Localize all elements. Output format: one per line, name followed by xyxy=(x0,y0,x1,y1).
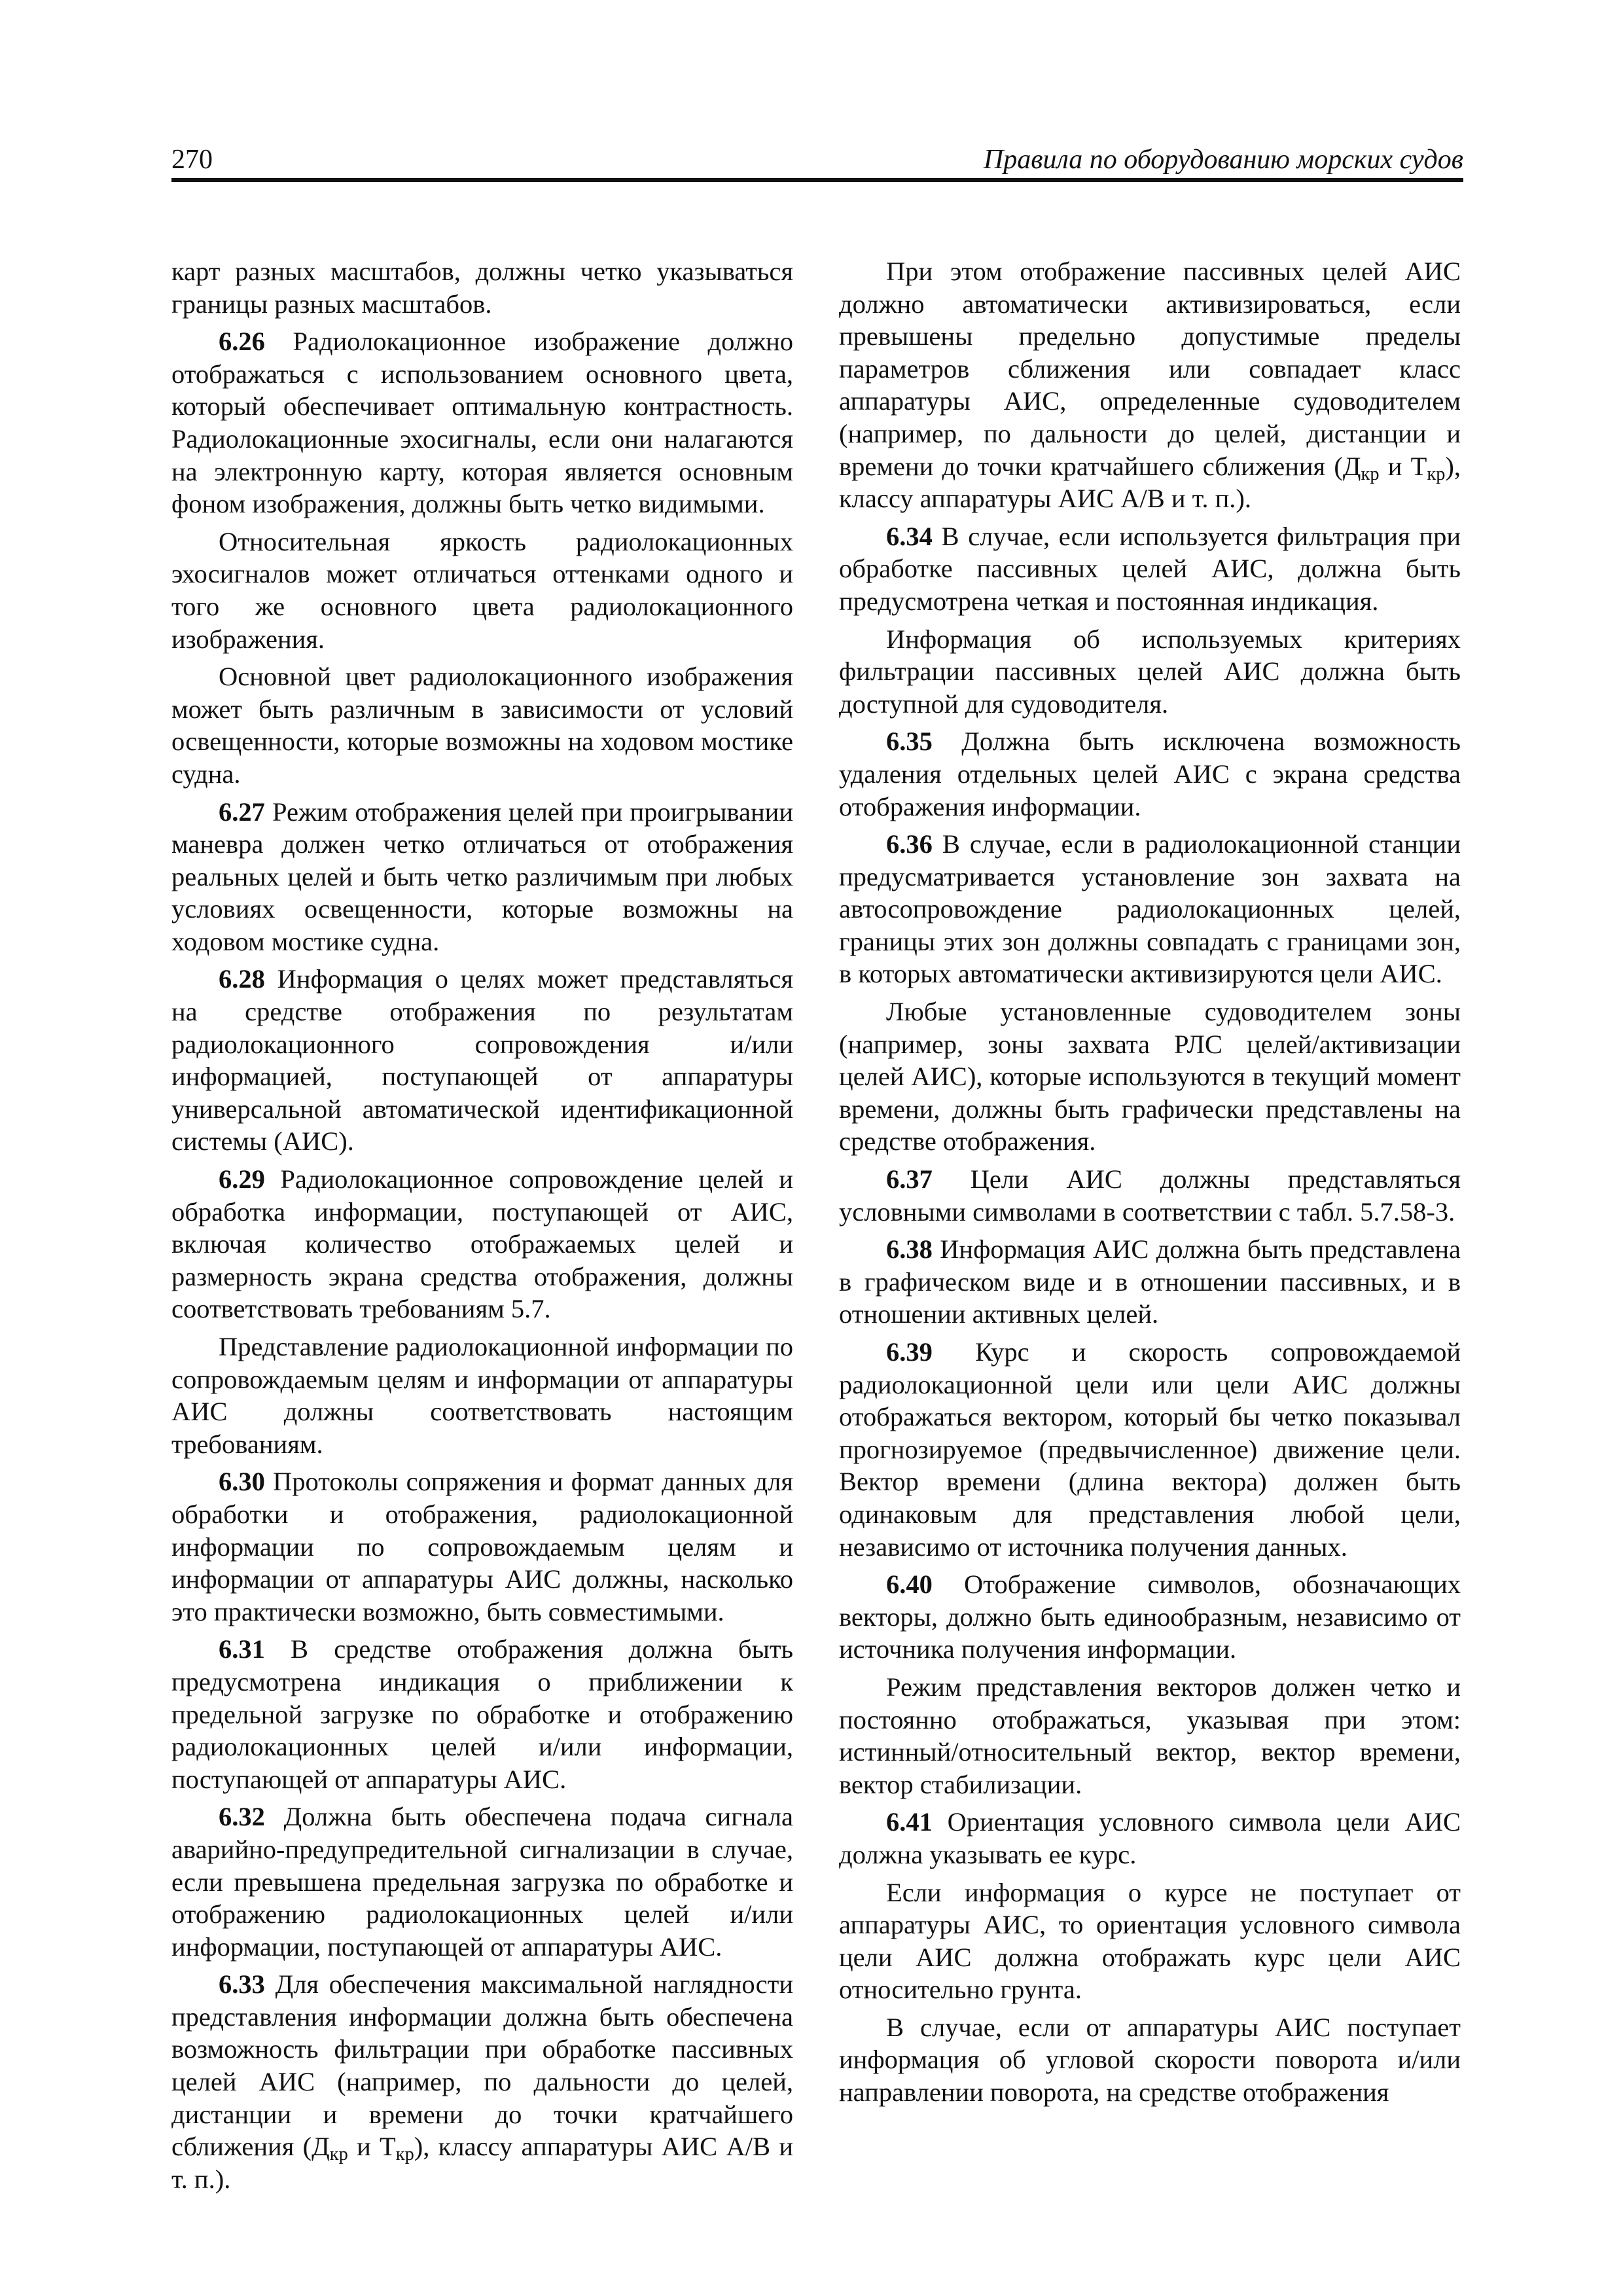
paragraph-text: Информация АИС должна быть представлена в графическом виде и в отношении пассивных, и в отношении активных целей. xyxy=(839,1234,1461,1329)
paragraph-text: Должна быть исключена возможность удаления отдельных целей АИС с экрана средства отображения информации. xyxy=(839,726,1461,821)
page-header xyxy=(171,143,1463,181)
subscript: кр xyxy=(1361,463,1380,484)
paragraph xyxy=(839,996,1461,1158)
paragraph-text: Радиолокационное изображение должно отображаться с использованием основного цвета, который обеспечивает оптимальную контрастность. Радиолокационные эхосигналы, если они налагаются на электронную карту, которая является основным фоном изображения, должны быть четко видимыми. xyxy=(171,327,793,519)
paragraph-text: Радиолокационное сопровождение целей и обработка информации, поступающей от АИС, включая количество отображаемых целей и размерность экрана средства отображения, должны соответствовать требованиям 5.7. xyxy=(171,1164,793,1324)
paragraph-text: Если информация о курсе не поступает от аппаратуры АИС, то ориентация условного символа цели АИС должна отображать курс цели АИС относительно грунта. xyxy=(839,1877,1461,2005)
section-number: 6.32 xyxy=(219,1802,265,1832)
section-number: 6.33 xyxy=(219,1969,265,2000)
paragraph-text: Режим представления векторов должен четко и постоянно отображаться, указывая при этом: истинный/относительный вектор, вектор времени, вектор стабилизации. xyxy=(839,1672,1461,1799)
section-number: 6.30 xyxy=(219,1467,265,1497)
paragraph-text: В случае, если от аппаратуры АИС поступает информация об угловой скорости поворота и/или направлении поворота, на средстве отображения xyxy=(839,2012,1461,2108)
section-number: 6.28 xyxy=(219,964,265,994)
paragraph xyxy=(171,325,793,520)
paragraph xyxy=(839,1233,1461,1331)
paragraph xyxy=(839,623,1461,721)
paragraph xyxy=(839,520,1461,618)
paragraph-text: Основной цвет радиолокационного изображения может быть различным в зависимости от условий освещенности, которые возможны на ходовом мостике судна. xyxy=(171,662,793,789)
section-number: 6.35 xyxy=(886,726,933,757)
section-number: 6.27 xyxy=(219,797,265,827)
paragraph-text: Отображение символов, обозначающих векторы, должно быть единообразным, независимо от источника получения информации. xyxy=(839,1570,1461,1664)
paragraph xyxy=(839,255,1461,515)
paragraph xyxy=(839,1163,1461,1228)
paragraph xyxy=(171,1163,793,1325)
paragraph-text: ), классу аппаратуры АИС А/В и т. п.). xyxy=(171,2132,793,2194)
page-number: 270 xyxy=(171,145,213,175)
paragraph-text: Должна быть обеспечена подача сигнала аварийно-предупредительной сигнализации в случае, если превышена предельная загрузка по обработке и отображению радиолокационных целей и/или информации, поступающей от аппаратуры АИС. xyxy=(171,1802,793,1962)
section-number: 6.39 xyxy=(886,1337,933,1367)
paragraph-text: Режим отображения целей при проигрывании маневра должен четко отличаться от отображения реальных целей и быть четко различимым при любых условиях освещенности, которые возможны на ходовом мостике судна. xyxy=(171,797,793,956)
paragraph-text: карт разных масштабов, должны четко указываться границы разных масштабов. xyxy=(171,257,793,319)
section-number: 6.29 xyxy=(219,1164,265,1194)
paragraph-text: Представление радиолокационной информации по сопровождаемым целям и информации от аппаратуры АИС должны соответствовать настоящим требованиям. xyxy=(171,1332,793,1459)
subscript: кр xyxy=(395,2144,414,2165)
paragraph-text: Протоколы сопряжения и формат данных для обработки и отображения, радиолокационной информации по сопровождаемым целям и информации от аппаратуры АИС должны, насколько это практически возможно, быть совместимыми. xyxy=(171,1467,793,1626)
paragraph-text: В случае, если в радиолокационной станции предусматривается установление зон захвата на автосопровождение радиолокационных целей, границы этих зон должны совпадать с границами зон, в которых автоматически активизируются цели АИС. xyxy=(839,829,1461,989)
section-number: 6.34 xyxy=(886,521,933,551)
paragraph xyxy=(839,1671,1461,1801)
section-number: 6.31 xyxy=(219,1634,265,1664)
subscript: кр xyxy=(1427,463,1446,484)
paragraph xyxy=(839,1568,1461,1666)
paragraph-text: В случае, если используется фильтрация при обработке пассивных целей АИС, должна быть предусмотрена четкая и постоянная индикация. xyxy=(839,521,1461,616)
paragraph xyxy=(839,828,1461,990)
paragraph xyxy=(171,660,793,790)
paragraph xyxy=(839,725,1461,823)
running-title: Правила по оборудованию морских судов xyxy=(983,145,1463,175)
paragraph-text: Ориентация условного символа цели АИС должна указывать ее курс. xyxy=(839,1807,1461,1869)
paragraph xyxy=(171,1801,793,1963)
paragraph xyxy=(171,526,793,655)
header-rule xyxy=(171,178,1463,182)
paragraph xyxy=(839,1876,1461,2006)
paragraph xyxy=(171,1633,793,1795)
paragraph-text: В средстве отображения должна быть предусмотрена индикация о приближении к предельной загрузке по обработке и отображению радиолокационных целей и/или информации, поступающей от аппаратуры АИС. xyxy=(171,1634,793,1794)
paragraph xyxy=(839,1336,1461,1563)
paragraph-text: ), классу аппаратуры АИС А/В и т. п.). xyxy=(839,451,1461,514)
right-column xyxy=(839,255,1461,2114)
paragraph-text: При этом отображение пассивных целей АИС должно автоматически активизироваться, если превышены предельно допустимые пределы параметров сближения или совпадает класс аппаратуры АИС, определенные судоводителем (например, по дальности до целей, дистанции и времени до точки кратчайшего сближения (Д xyxy=(839,257,1461,481)
paragraph-text: Для обеспечения максимальной наглядности представления информации должна быть обеспечена возможность фильтрации при обработке пассивных целей АИС (например, по дальности до целей, дистанции и времени до точки кратчайшего сближения (Д xyxy=(171,1969,793,2162)
section-number: 6.26 xyxy=(219,327,265,357)
section-number: 6.40 xyxy=(886,1570,933,1600)
paragraph-text: Информация о целях может представляться на средстве отображения по результатам радиолокационного сопровождения и/или информацией, поступающей от аппаратуры универсальной автоматической идентификационной системы (АИС). xyxy=(171,964,793,1157)
paragraph-text: Информация об используемых критериях фильтрации пассивных целей АИС должна быть доступной для судоводителя. xyxy=(839,624,1461,719)
paragraph-text: и Т xyxy=(348,2132,396,2162)
paragraph xyxy=(171,255,793,320)
paragraph xyxy=(171,1331,793,1460)
paragraph xyxy=(839,2011,1461,2109)
paragraph-text: Любые установленные судоводителем зоны (например, зоны захвата РЛС целей/активизации целей АИС), которые используются в текущий момент времени, должны быть графически представлены на средстве отображения. xyxy=(839,997,1461,1157)
section-number: 6.36 xyxy=(886,829,933,859)
left-column xyxy=(171,255,793,2200)
paragraph xyxy=(171,963,793,1158)
subscript: кр xyxy=(329,2144,348,2165)
section-number: 6.37 xyxy=(886,1164,933,1194)
paragraph xyxy=(171,1968,793,2195)
paragraph-text: и Т xyxy=(1379,451,1427,481)
section-number: 6.41 xyxy=(886,1807,933,1837)
paragraph-text: Курс и скорость сопровождаемой радиолокационной цели или цели АИС должны отображаться вектором, который бы четко показывал прогнозируемое (предвычисленное) движение цели. Вектор времени (длина вектора) должен быть одинаковым для представления любой цели, независимо от источника получения данных. xyxy=(839,1337,1461,1562)
paragraph xyxy=(171,796,793,958)
paragraph xyxy=(171,1465,793,1628)
paragraph-text: Относительная яркость радиолокационных эхосигналов может отличаться оттенками одного и того же основного цвета радиолокационного изображения. xyxy=(171,526,793,654)
section-number: 6.38 xyxy=(886,1234,933,1265)
paragraph-text: Цели АИС должны представляться условными символами в соответствии с табл. 5.7.58-3. xyxy=(839,1164,1461,1227)
paragraph xyxy=(839,1806,1461,1871)
